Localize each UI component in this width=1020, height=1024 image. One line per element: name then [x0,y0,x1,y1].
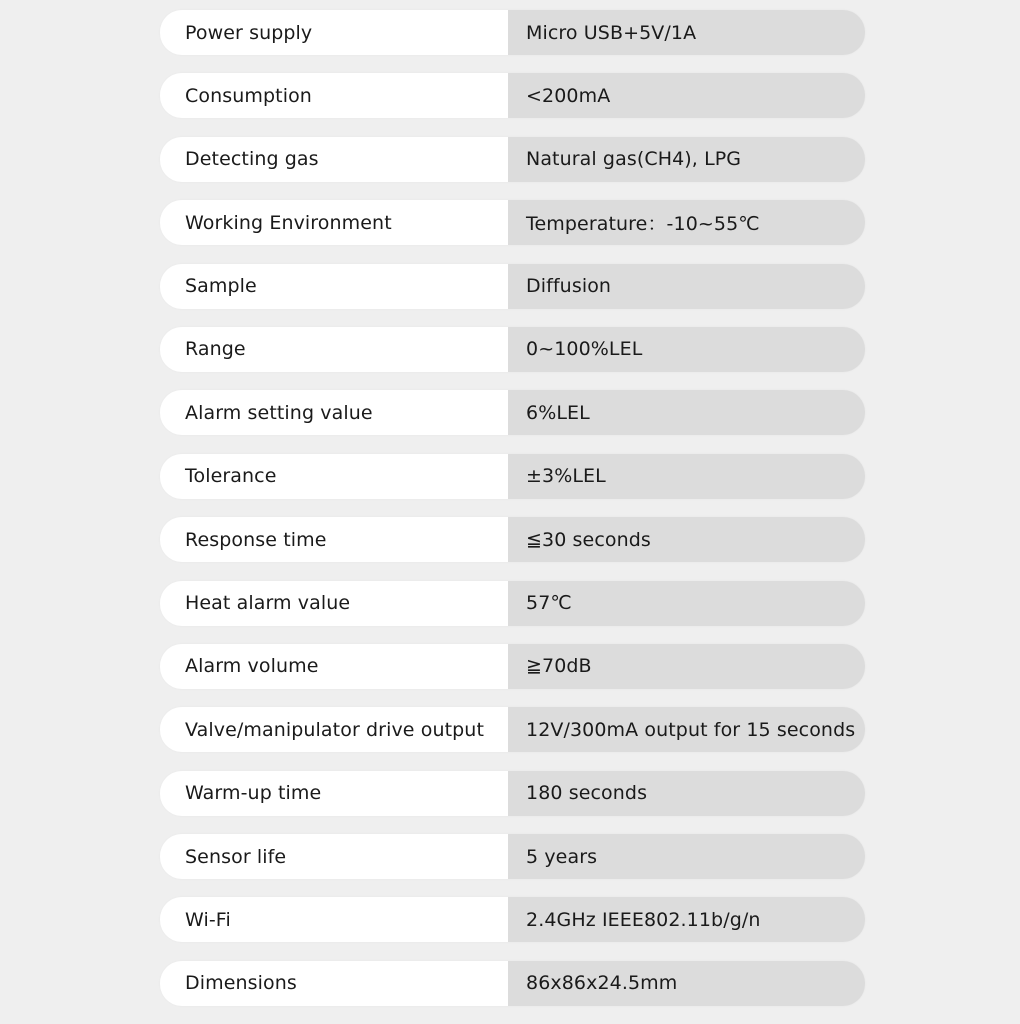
spec-label: Tolerance [160,454,508,499]
spec-label: Warm-up time [160,771,508,816]
spec-value: 57℃ [508,581,865,626]
spec-label: Wi-Fi [160,897,508,942]
spec-label: Alarm setting value [160,390,508,435]
spec-value: 0~100%LEL [508,327,865,372]
spec-label: Consumption [160,73,508,118]
spec-label: Dimensions [160,961,508,1006]
spec-row-warm-up-time [160,771,865,816]
spec-label: Heat alarm value [160,581,508,626]
spec-row-alarm-volume [160,644,865,689]
spec-value: <200mA [508,73,865,118]
spec-table [160,10,865,1024]
spec-value: 180 seconds [508,771,865,816]
spec-row-dimensions [160,961,865,1006]
spec-value: ≦30 seconds [508,517,865,562]
spec-row-tolerance [160,454,865,499]
spec-label: Sensor life [160,834,508,879]
spec-row-sample [160,264,865,309]
spec-value: 12V/300mA output for 15 seconds [508,707,865,752]
spec-row-sensor-life [160,834,865,879]
spec-row-drive-output [160,707,865,752]
spec-value: Micro USB+5V/1A [508,10,865,55]
spec-value: 86x86x24.5mm [508,961,865,1006]
spec-label: Power supply [160,10,508,55]
spec-label: Alarm volume [160,644,508,689]
spec-row-consumption [160,73,865,118]
spec-row-alarm-setting-value [160,390,865,435]
spec-label: Response time [160,517,508,562]
spec-label: Range [160,327,508,372]
spec-value: ±3%LEL [508,454,865,499]
spec-label: Valve/manipulator drive output [160,707,508,752]
spec-row-power-supply [160,10,865,55]
spec-value: Natural gas(CH4), LPG [508,137,865,182]
spec-value: Temperature：-10~55℃ [508,200,865,245]
spec-row-heat-alarm-value [160,581,865,626]
spec-label: Detecting gas [160,137,508,182]
spec-row-range [160,327,865,372]
spec-label: Working Environment [160,200,508,245]
spec-value: ≧70dB [508,644,865,689]
spec-value: 6%LEL [508,390,865,435]
spec-row-working-environment [160,200,865,245]
spec-label: Sample [160,264,508,309]
spec-value: Diffusion [508,264,865,309]
spec-row-wifi [160,897,865,942]
spec-value: 5 years [508,834,865,879]
spec-value: 2.4GHz IEEE802.11b/g/n [508,897,865,942]
spec-row-response-time [160,517,865,562]
spec-row-detecting-gas [160,137,865,182]
